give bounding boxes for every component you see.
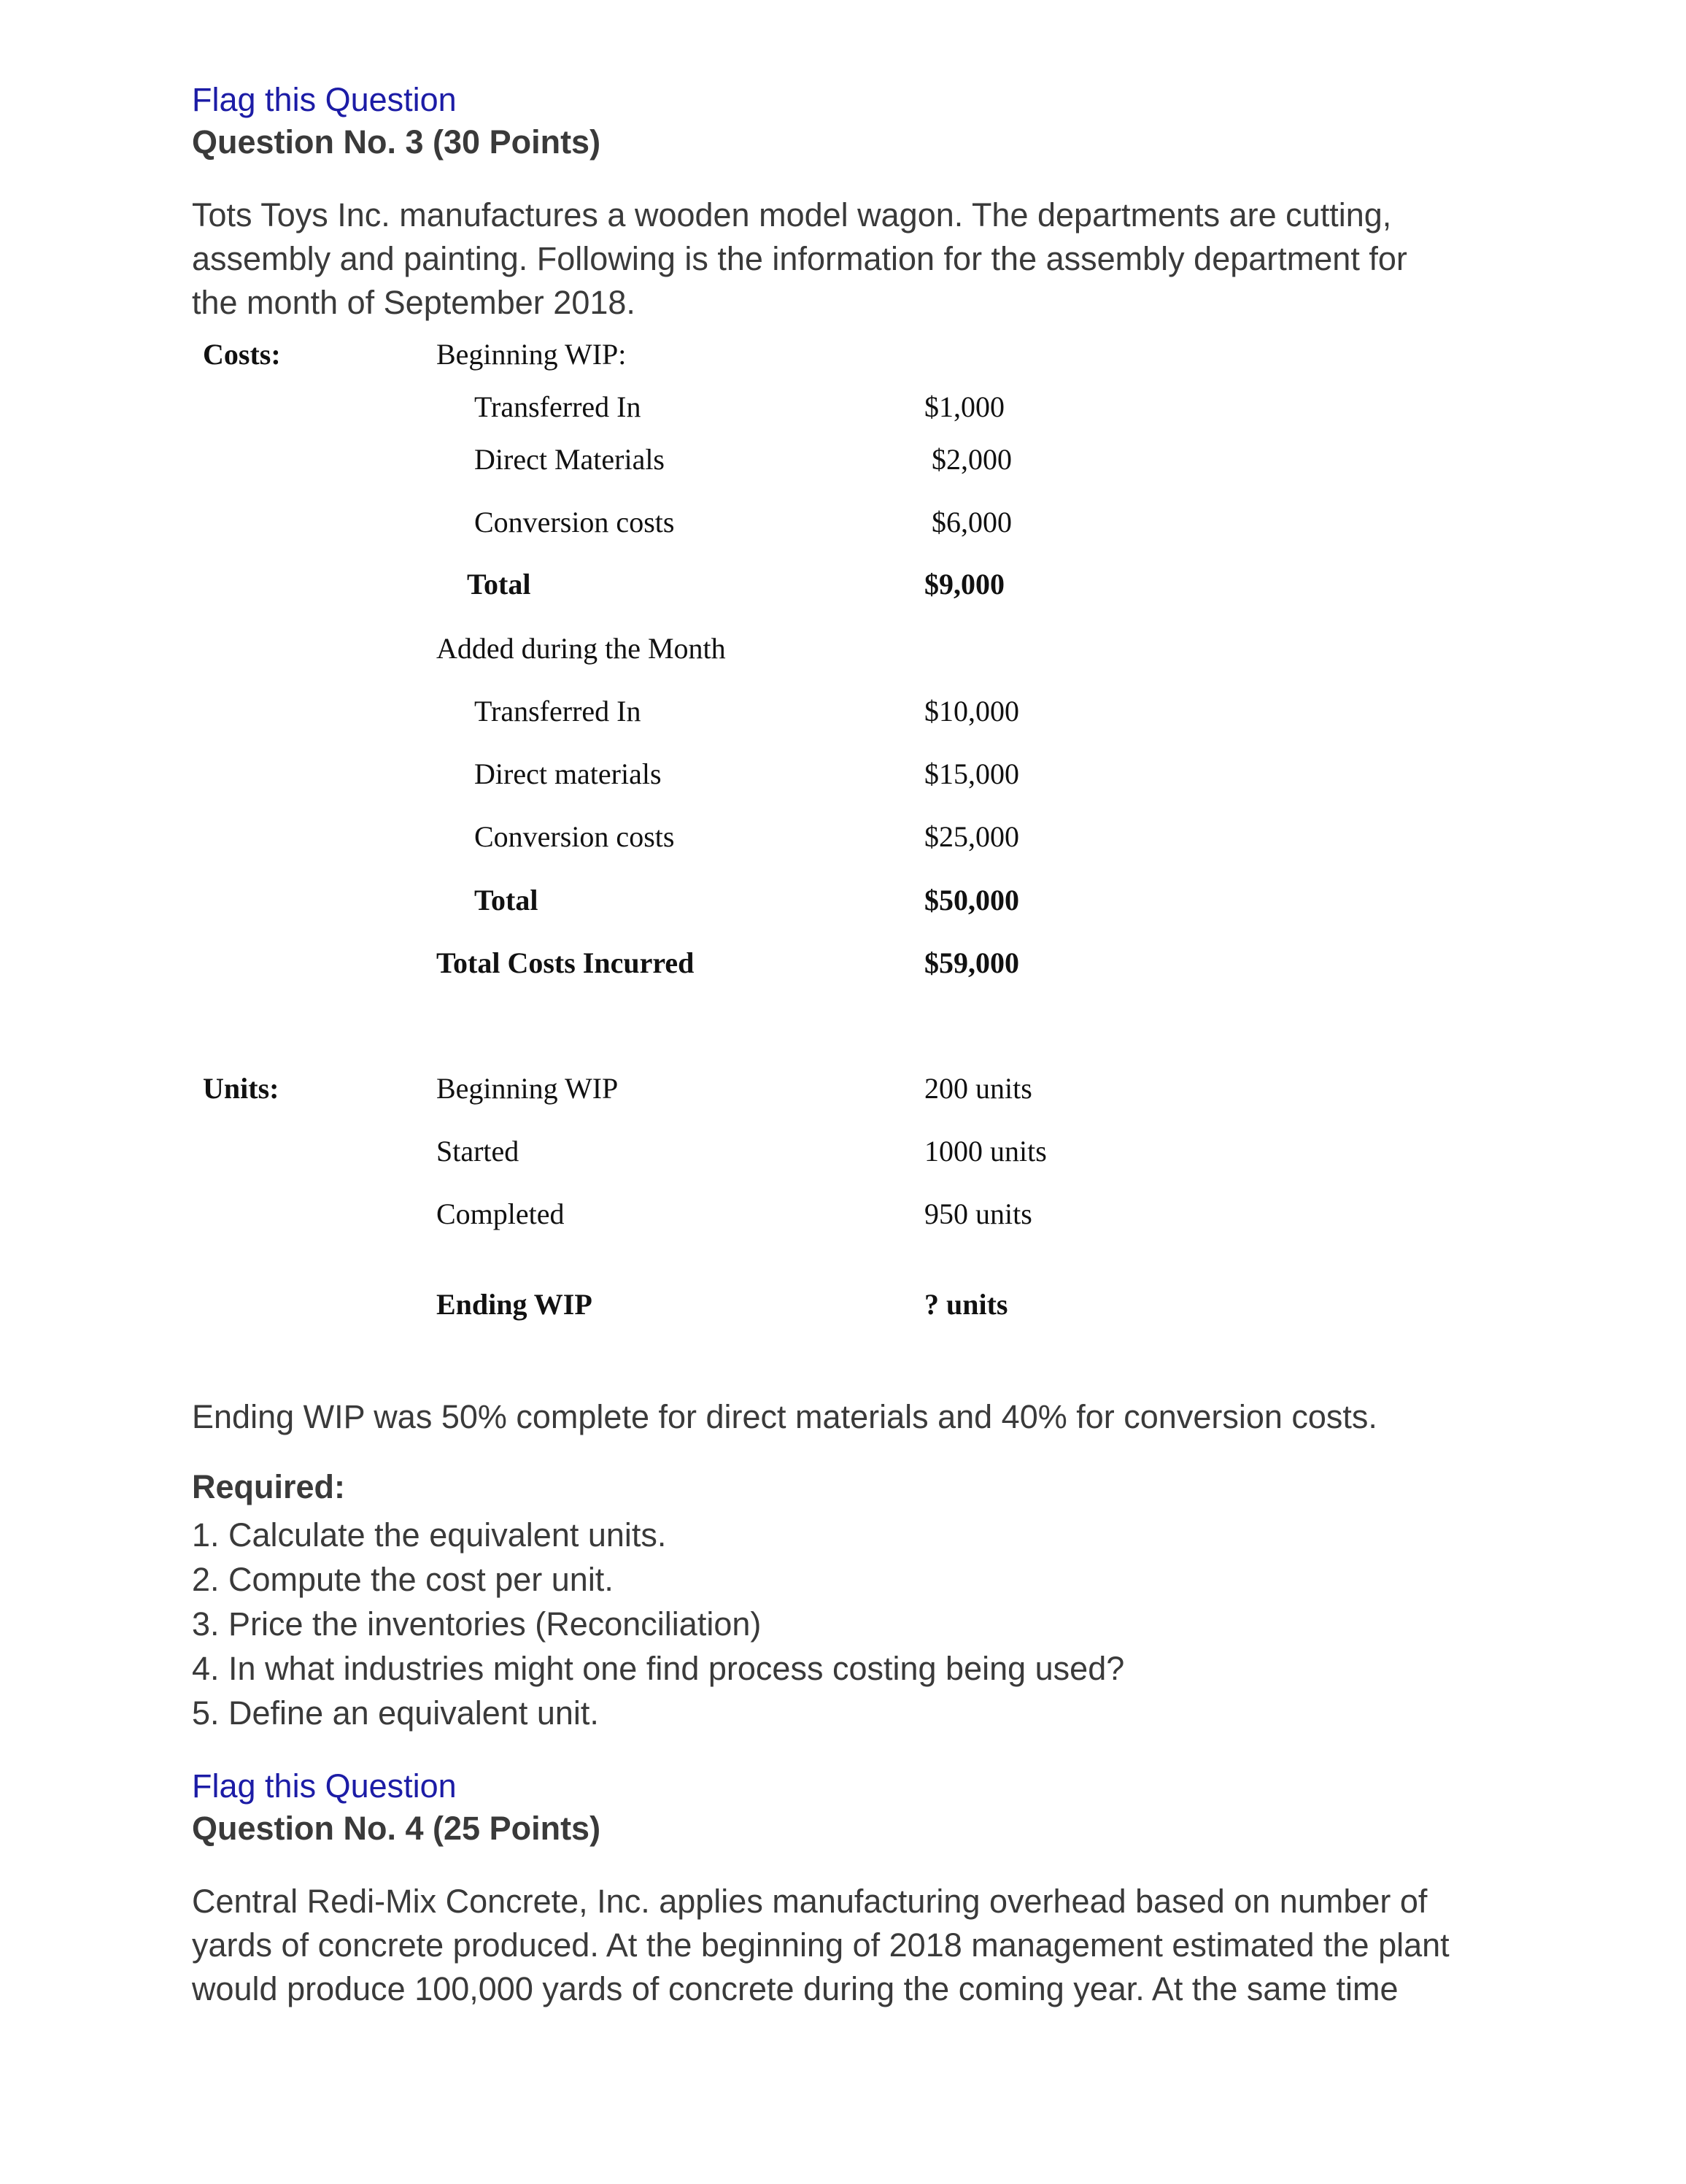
cost-row-label: Direct materials [474, 757, 662, 790]
cost-row-label: Conversion costs [474, 820, 675, 853]
flag-question-link[interactable]: Flag this Question [192, 81, 457, 118]
cost-row-value: $15,000 [924, 757, 1019, 790]
cost-row-value: $1,000 [924, 390, 1005, 423]
beginning-total-value: $9,000 [924, 568, 1005, 601]
flag-question-link[interactable]: Flag this Question [192, 1767, 457, 1805]
units-row-value: 950 units [924, 1197, 1032, 1230]
cost-row-value: $10,000 [924, 695, 1019, 728]
cost-row-label: Transferred In [474, 695, 641, 728]
total-costs-incurred-label: Total Costs Incurred [436, 946, 695, 979]
question-4-intro [192, 1880, 1542, 2011]
beginning-wip-label: Beginning WIP: [436, 338, 627, 371]
question-4-heading: Question No. 4 (25 Points) [192, 1810, 601, 1847]
costs-label: Costs: [203, 338, 281, 371]
intro-line: the month of September 2018. [192, 284, 635, 321]
intro-line: assembly and painting. Following is the information for the assembly department for [192, 240, 1407, 277]
question-3-intro [192, 193, 1542, 325]
units-row-label: Completed [436, 1197, 565, 1230]
beginning-total-label: Total [467, 568, 531, 601]
required-list [192, 1513, 1124, 1735]
added-during-month-label: Added during the Month [436, 632, 726, 665]
required-item: 5. Define an equivalent unit. [192, 1694, 599, 1732]
required-title: Required: [192, 1468, 346, 1505]
cost-row-value: $25,000 [924, 820, 1019, 853]
cost-row-label: Transferred In [474, 390, 641, 423]
intro-line: yards of concrete produced. At the beginning of 2018 management estimated the plant [192, 1926, 1450, 1964]
added-total-value: $50,000 [924, 884, 1019, 917]
units-label: Units: [203, 1072, 279, 1105]
required-item: 2. Compute the cost per unit. [192, 1561, 614, 1598]
intro-line: Tots Toys Inc. manufactures a wooden model wagon. The departments are cutting, [192, 196, 1392, 234]
cost-row-label: Conversion costs [474, 506, 675, 539]
required-item: 4. In what industries might one find process costing being used? [192, 1650, 1125, 1687]
units-row-value: 1000 units [924, 1135, 1047, 1168]
cost-row-label: Direct Materials [474, 443, 665, 476]
ending-wip-value: ? units [924, 1288, 1008, 1321]
cost-row-value: $6,000 [932, 506, 1012, 539]
question-3-heading: Question No. 3 (30 Points) [192, 123, 601, 161]
ending-wip-label: Ending WIP [436, 1288, 592, 1321]
units-row-value: 200 units [924, 1072, 1032, 1105]
intro-line: would produce 100,000 yards of concrete during the coming year. At the same time [192, 1970, 1399, 2007]
required-item: 1. Calculate the equivalent units. [192, 1516, 667, 1554]
units-row-label: Started [436, 1135, 519, 1168]
ending-wip-note: Ending WIP was 50% complete for direct materials and 40% for conversion costs. [192, 1398, 1377, 1435]
added-total-label: Total [474, 884, 538, 917]
cost-row-value: $2,000 [932, 443, 1012, 476]
total-costs-incurred-value: $59,000 [924, 946, 1019, 979]
intro-line: Central Redi-Mix Concrete, Inc. applies manufacturing overhead based on number of [192, 1883, 1428, 1920]
units-row-label: Beginning WIP [436, 1072, 619, 1105]
required-item: 3. Price the inventories (Reconciliation) [192, 1605, 762, 1643]
